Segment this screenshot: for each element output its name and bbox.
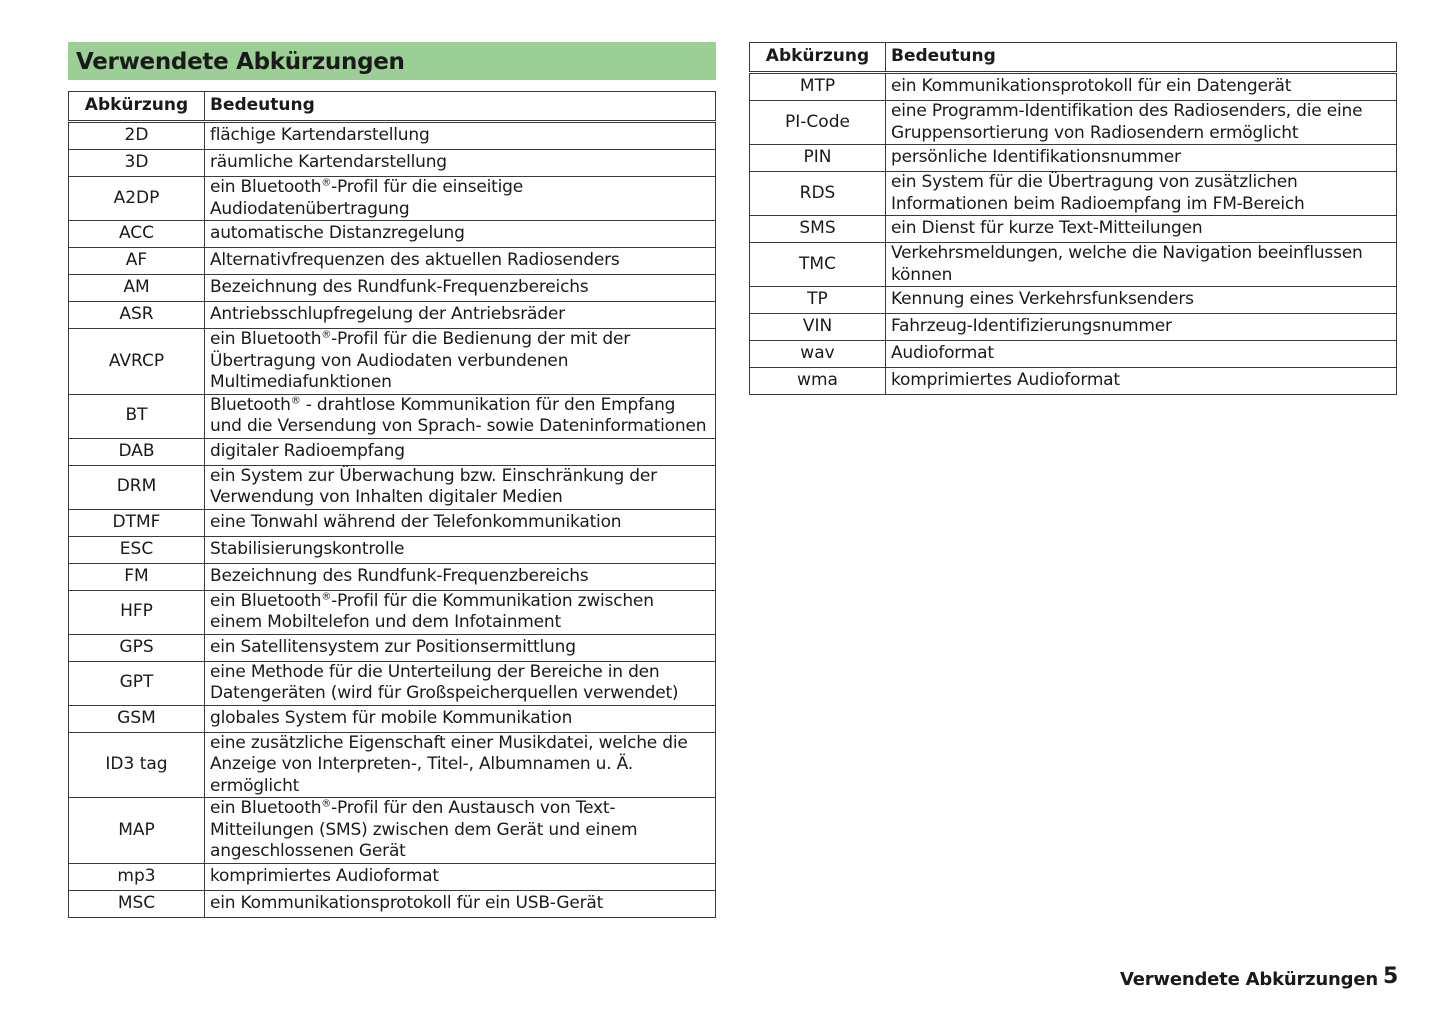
meaning-cell: ein Kommunikationsprotokoll für ein USB-Gerät — [205, 890, 716, 917]
table-row — [69, 465, 716, 509]
abbreviation-cell: RDS — [750, 172, 886, 216]
table-row — [750, 216, 1397, 243]
meaning-cell: eine zusätzliche Eigenschaft einer Musikdatei, welche die Anzeige von Interpreten-, Titel-, Albumnamen u. Ä. ermöglicht — [205, 732, 716, 798]
abbreviation-cell: ESC — [69, 536, 205, 563]
abbreviation-cell: FM — [69, 563, 205, 590]
table-row — [750, 314, 1397, 341]
table-row — [750, 101, 1397, 145]
table-row — [750, 145, 1397, 172]
table-row — [69, 302, 716, 329]
meaning-cell: Bezeichnung des Rundfunk-Frequenzbereichs — [205, 563, 716, 590]
meaning-cell: Stabilisierungskontrolle — [205, 536, 716, 563]
meaning-cell: ein Bluetooth®-Profil für die einseitige Audiodatenübertragung — [205, 177, 716, 221]
table-row — [69, 798, 716, 864]
meaning-cell: Bluetooth® - drahtlose Kommunikation für den Empfang und die Versendung von Sprach- sowie Dateninformationen — [205, 394, 716, 438]
meaning-cell: ein Bluetooth®-Profil für den Austausch von Text-Mitteilungen (SMS) zwischen dem Gerät und einem angeschlossenen Gerät — [205, 798, 716, 864]
registered-mark: ® — [321, 177, 332, 189]
table-row — [69, 438, 716, 465]
abbreviation-cell: AVRCP — [69, 329, 205, 395]
table-row — [69, 275, 716, 302]
abbreviation-cell: GSM — [69, 705, 205, 732]
abbreviation-cell: 2D — [69, 122, 205, 150]
abbreviation-cell: ACC — [69, 221, 205, 248]
table-row — [69, 863, 716, 890]
abbreviation-cell: MSC — [69, 890, 205, 917]
registered-mark: ® — [321, 329, 332, 341]
table-row — [750, 368, 1397, 395]
abbreviation-cell: SMS — [750, 216, 886, 243]
abbreviation-cell: PI-Code — [750, 101, 886, 145]
table-row — [750, 287, 1397, 314]
table-row — [69, 661, 716, 705]
abbreviations-table-left — [68, 91, 716, 918]
table-row — [69, 329, 716, 395]
abbreviation-cell: HFP — [69, 590, 205, 634]
abbreviations-table-right — [749, 42, 1397, 395]
meaning-cell: ein Bluetooth®-Profil für die Kommunikation zwischen einem Mobiltelefon und dem Infotainment — [205, 590, 716, 634]
meaning-cell: automatische Distanzregelung — [205, 221, 716, 248]
table-row — [69, 248, 716, 275]
table-row — [750, 73, 1397, 101]
abbreviation-cell: wav — [750, 341, 886, 368]
meaning-cell: Kennung eines Verkehrsfunksenders — [886, 287, 1397, 314]
table-header-row — [69, 92, 716, 122]
table-row — [69, 705, 716, 732]
table-row — [69, 177, 716, 221]
meaning-cell: globales System für mobile Kommunikation — [205, 705, 716, 732]
table-row — [69, 890, 716, 917]
abbreviation-cell: GPS — [69, 634, 205, 661]
abbreviation-cell: DAB — [69, 438, 205, 465]
abbreviation-cell: wma — [750, 368, 886, 395]
abbreviation-cell: TMC — [750, 243, 886, 287]
table-header-row — [750, 43, 1397, 73]
meaning-cell: digitaler Radioempfang — [205, 438, 716, 465]
table-row — [69, 221, 716, 248]
section-title-bar — [68, 42, 716, 80]
abbreviation-cell: PIN — [750, 145, 886, 172]
meaning-cell: eine Programm-Identifikation des Radiosenders, die eine Gruppensortierung von Radiosendern ermöglicht — [886, 101, 1397, 145]
table-row — [69, 634, 716, 661]
abbreviation-cell: AF — [69, 248, 205, 275]
meaning-cell: Bezeichnung des Rundfunk-Frequenzbereichs — [205, 275, 716, 302]
meaning-cell: persönliche Identifikationsnummer — [886, 145, 1397, 172]
page-number: 5 — [1383, 964, 1399, 989]
abbreviation-cell: GPT — [69, 661, 205, 705]
table-row — [69, 394, 716, 438]
meaning-cell: räumliche Kartendarstellung — [205, 150, 716, 177]
table-row — [750, 341, 1397, 368]
meaning-cell: Verkehrsmeldungen, welche die Navigation beeinflussen können — [886, 243, 1397, 287]
abbreviation-cell: A2DP — [69, 177, 205, 221]
table-row — [750, 243, 1397, 287]
meaning-cell: eine Tonwahl während der Telefonkommunikation — [205, 509, 716, 536]
table-row — [69, 122, 716, 150]
abbreviation-cell: MAP — [69, 798, 205, 864]
meaning-cell: Fahrzeug-Identifizierungsnummer — [886, 314, 1397, 341]
meaning-cell: Alternativfrequenzen des aktuellen Radiosenders — [205, 248, 716, 275]
meaning-cell: Antriebsschlupfregelung der Antriebsräder — [205, 302, 716, 329]
column-header-abbreviation: Abkürzung — [69, 92, 205, 122]
meaning-cell: komprimiertes Audioformat — [205, 863, 716, 890]
meaning-cell: Audioformat — [886, 341, 1397, 368]
meaning-cell: komprimiertes Audioformat — [886, 368, 1397, 395]
meaning-cell: eine Methode für die Unterteilung der Bereiche in den Datengeräten (wird für Großspeicherquellen verwendet) — [205, 661, 716, 705]
column-header-abbreviation: Abkürzung — [750, 43, 886, 73]
abbreviation-cell: 3D — [69, 150, 205, 177]
registered-mark: ® — [321, 798, 332, 810]
registered-mark: ® — [321, 590, 332, 602]
meaning-cell: ein Bluetooth®-Profil für die Bedienung der mit der Übertragung von Audiodaten verbundenen Multimediafunktionen — [205, 329, 716, 395]
column-header-meaning: Bedeutung — [205, 92, 716, 122]
abbreviation-cell: VIN — [750, 314, 886, 341]
meaning-cell: ein System zur Überwachung bzw. Einschränkung der Verwendung von Inhalten digitaler Medien — [205, 465, 716, 509]
table-row — [69, 509, 716, 536]
section-title: Verwendete Abkürzungen — [76, 49, 405, 75]
abbreviation-cell: ASR — [69, 302, 205, 329]
meaning-cell: flächige Kartendarstellung — [205, 122, 716, 150]
meaning-cell: ein Satellitensystem zur Positionsermittlung — [205, 634, 716, 661]
registered-mark: ® — [290, 394, 301, 406]
table-row — [69, 732, 716, 798]
meaning-cell: ein System für die Übertragung von zusätzlichen Informationen beim Radioempfang im FM-Bereich — [886, 172, 1397, 216]
meaning-cell: ein Kommunikationsprotokoll für ein Datengerät — [886, 73, 1397, 101]
abbreviation-cell: TP — [750, 287, 886, 314]
table-row — [69, 590, 716, 634]
abbreviation-cell: DTMF — [69, 509, 205, 536]
abbreviation-cell: MTP — [750, 73, 886, 101]
table-row — [69, 563, 716, 590]
abbreviation-cell: ID3 tag — [69, 732, 205, 798]
abbreviation-cell: DRM — [69, 465, 205, 509]
footer-section-title: Verwendete Abkürzungen — [1120, 969, 1378, 990]
abbreviation-cell: mp3 — [69, 863, 205, 890]
table-row — [69, 536, 716, 563]
table-row — [69, 150, 716, 177]
abbreviation-cell: AM — [69, 275, 205, 302]
meaning-cell: ein Dienst für kurze Text-Mitteilungen — [886, 216, 1397, 243]
table-row — [750, 172, 1397, 216]
abbreviation-cell: BT — [69, 394, 205, 438]
column-header-meaning: Bedeutung — [886, 43, 1397, 73]
